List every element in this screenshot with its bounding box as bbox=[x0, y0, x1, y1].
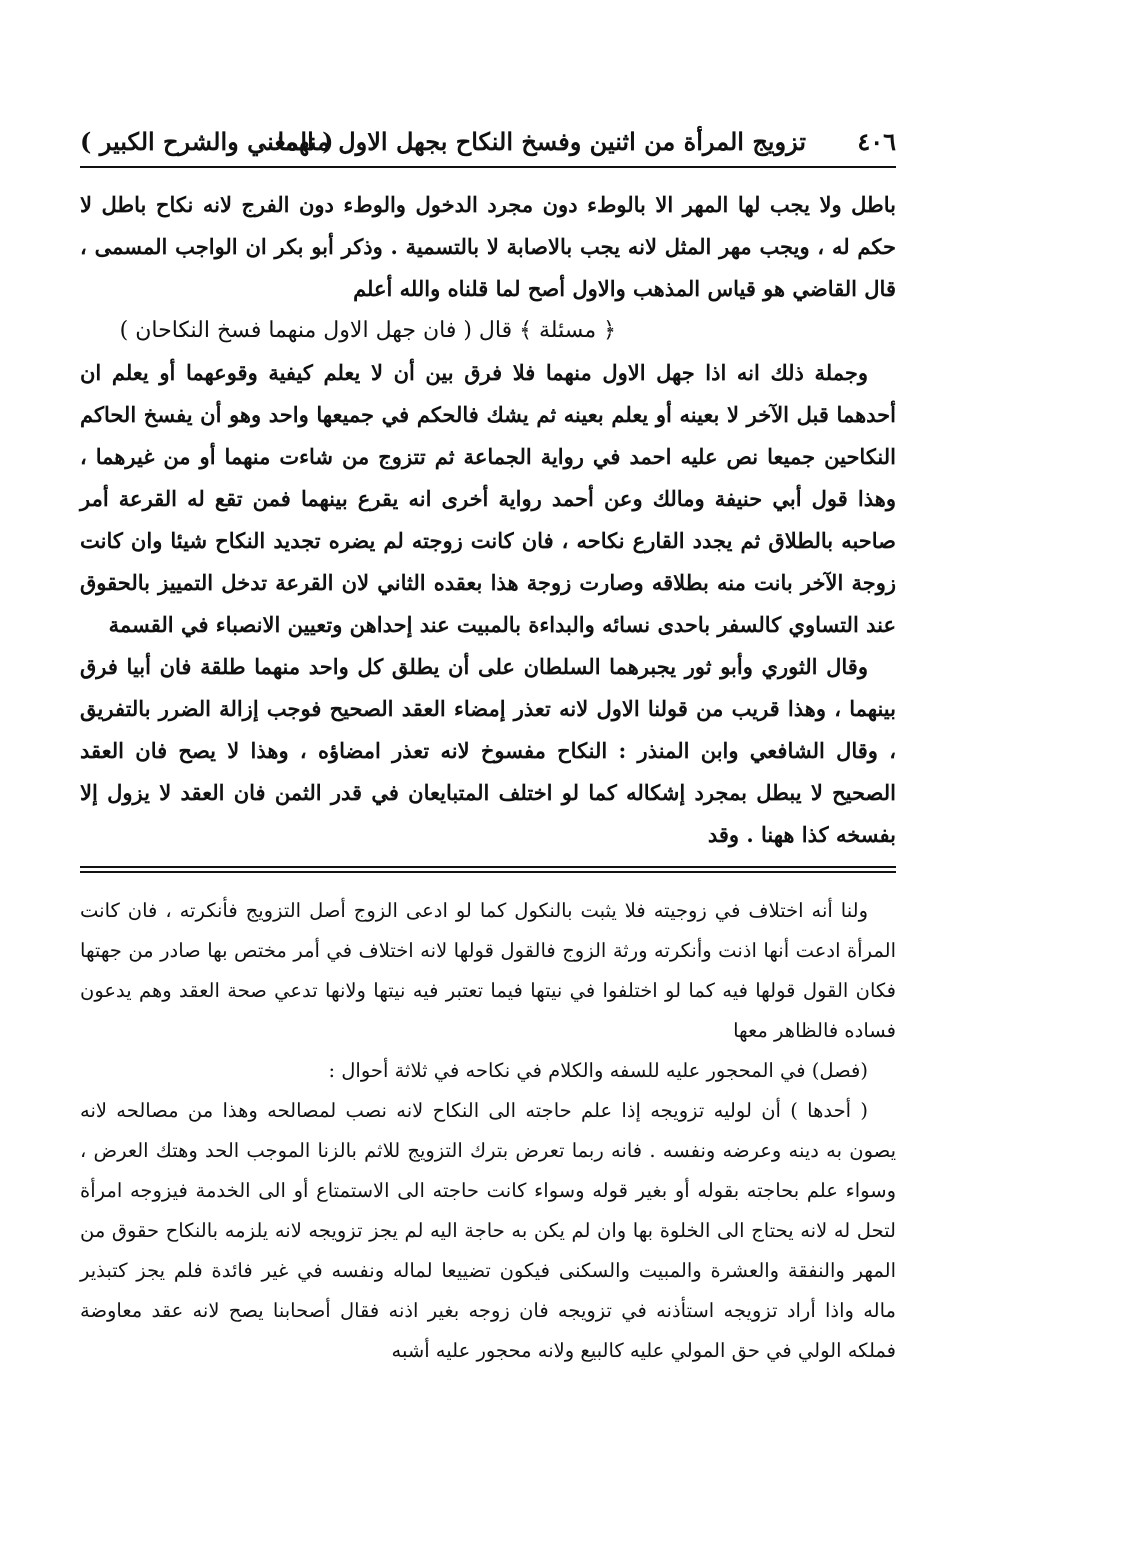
page-number: ٤٠٦ bbox=[857, 127, 896, 156]
main-text bbox=[80, 184, 896, 856]
commentary-paragraph: ( أحدها ) أن لوليه تزويجه إذا علم حاجته الى النكاح لانه نصب لمصالحه وهذا من مصالحه لانه يصون به دينه وعرضه ونفسه . فانه ربما تعرض بترك التزويج للاثم بالزنا الموجب الحد وهتك العرض ، وسواء علم بحاجته بقوله أو بغير قوله وسواء كانت حاجته الى الاستمتاع أو الى الخدمة فيزوجه امرأة لتحل له لانه يحتاج الى الخلوة بها وان لم يكن به حاجة اليه لم يجز تزويجه لانه يلزمه بالنكاح حقوق من المهر والنفقة والعشرة والمبيت والسكنى فيكون تضييعا لماله ونفسه في غير فائدة فلم يجز كتبذير ماله واذا أراد تزويجه استأذنه في تزويجه فان زوجه بغير اذنه فقال أصحابنا يصح لانه عقد معاوضة فملكه الولي في حق المولي عليه كالبيع ولانه محجور عليه أشبه bbox=[80, 1099, 896, 1362]
commentary-paragraph: ولنا أنه اختلاف في زوجيته فلا يثبت بالنكول كما لو ادعى الزوج أصل التزويج فأنكرته ، فان كانت المرأة ادعت أنها اذنت وأنكرته ورثة الزوج فالقول قولها لانه اختلاف في أمر مختص بها صادر من جهتها فكان القول قولها فيه كما لو اختلفوا في نيتها فيما تعتبر فيه نيتها ولانها تدعي صحة العقد وهم يدعون فساده فالظاهر معها bbox=[80, 899, 896, 1042]
fasl-heading: (فصل) في المحجور عليه للسفه والكلام في نكاحه في ثلاثة أحوال : bbox=[328, 1059, 868, 1082]
page-header bbox=[80, 118, 896, 168]
commentary-text bbox=[80, 891, 896, 1371]
main-paragraph: وجملة ذلك انه اذا جهل الاول منهما فلا فرق بين أن لا يعلم كيفية وقوعهما أو يعلم ان أحدهما قبل الآخر لا بعينه أو يعلم بعينه ثم يشك فالحكم في جميعها واحد وهو أن يفسخ الحاكم النكاحين جميعا نص عليه احمد في رواية الجماعة ثم تتزوج من شاءت منهما أو من غيرهما ، وهذا قول أبي حنيفة ومالك وعن أحمد رواية أخرى انه يقرع بينهما فمن تقع له القرعة أمر صاحبه بالطلاق ثم يجدد القارع نكاحه ، فان كانت زوجته لم يضره تجديد النكاح شيئا وان كانت زوجة الآخر بانت منه بطلاقه وصارت زوجة هذا بعقده الثاني لان القرعة تدخل التمييز بالحقوق عند التساوي كالسفر باحدى نسائه والبداءة بالمبيت عند إحداهن وتعيين الانصباء في القسمة bbox=[80, 360, 896, 637]
book-page bbox=[80, 118, 896, 1498]
main-paragraph: وقال الثوري وأبو ثور يجبرهما السلطان على أن يطلق كل واحد منهما طلقة فان أبيا فرق بينهما ، وهذا قريب من قولنا الاول لانه تعذر إمضاء العقد الصحيح فوجب إزالة الضرر بالتفريق ، وقال الشافعي وابن المنذر : النكاح مفسوخ لانه تعذر امضاؤه ، وهذا لا يصح فان العقد الصحيح لا يبطل بمجرد إشكاله كما لو اختلف المتبايعان في قدر الثمن فان العقد لا يزول إلا بفسخه كذا ههنا . وقد bbox=[80, 654, 896, 847]
main-paragraph: باطل ولا يجب لها المهر الا بالوطء دون مجرد الدخول والوطء دون الفرج لانه نكاح باطل لا حكم له ، ويجب مهر المثل لانه يجب بالاصابة لا بالتسمية . وذكر أبو بكر ان الواجب المسمى ، قال القاضي هو قياس المذهب والاول أصح لما قلناه والله أعلم bbox=[80, 192, 896, 301]
book-title: ( المغني والشرح الكبير ) bbox=[80, 127, 334, 156]
separator-rule bbox=[80, 866, 896, 873]
masala-heading: ﴿ مسئلة ﴾ قال ( فان جهل الاول منهما فسخ النكاحان ) bbox=[119, 318, 616, 343]
running-title: تزويج المرأة من اثنين وفسخ النكاح بجهل الاول منهما bbox=[277, 127, 806, 156]
